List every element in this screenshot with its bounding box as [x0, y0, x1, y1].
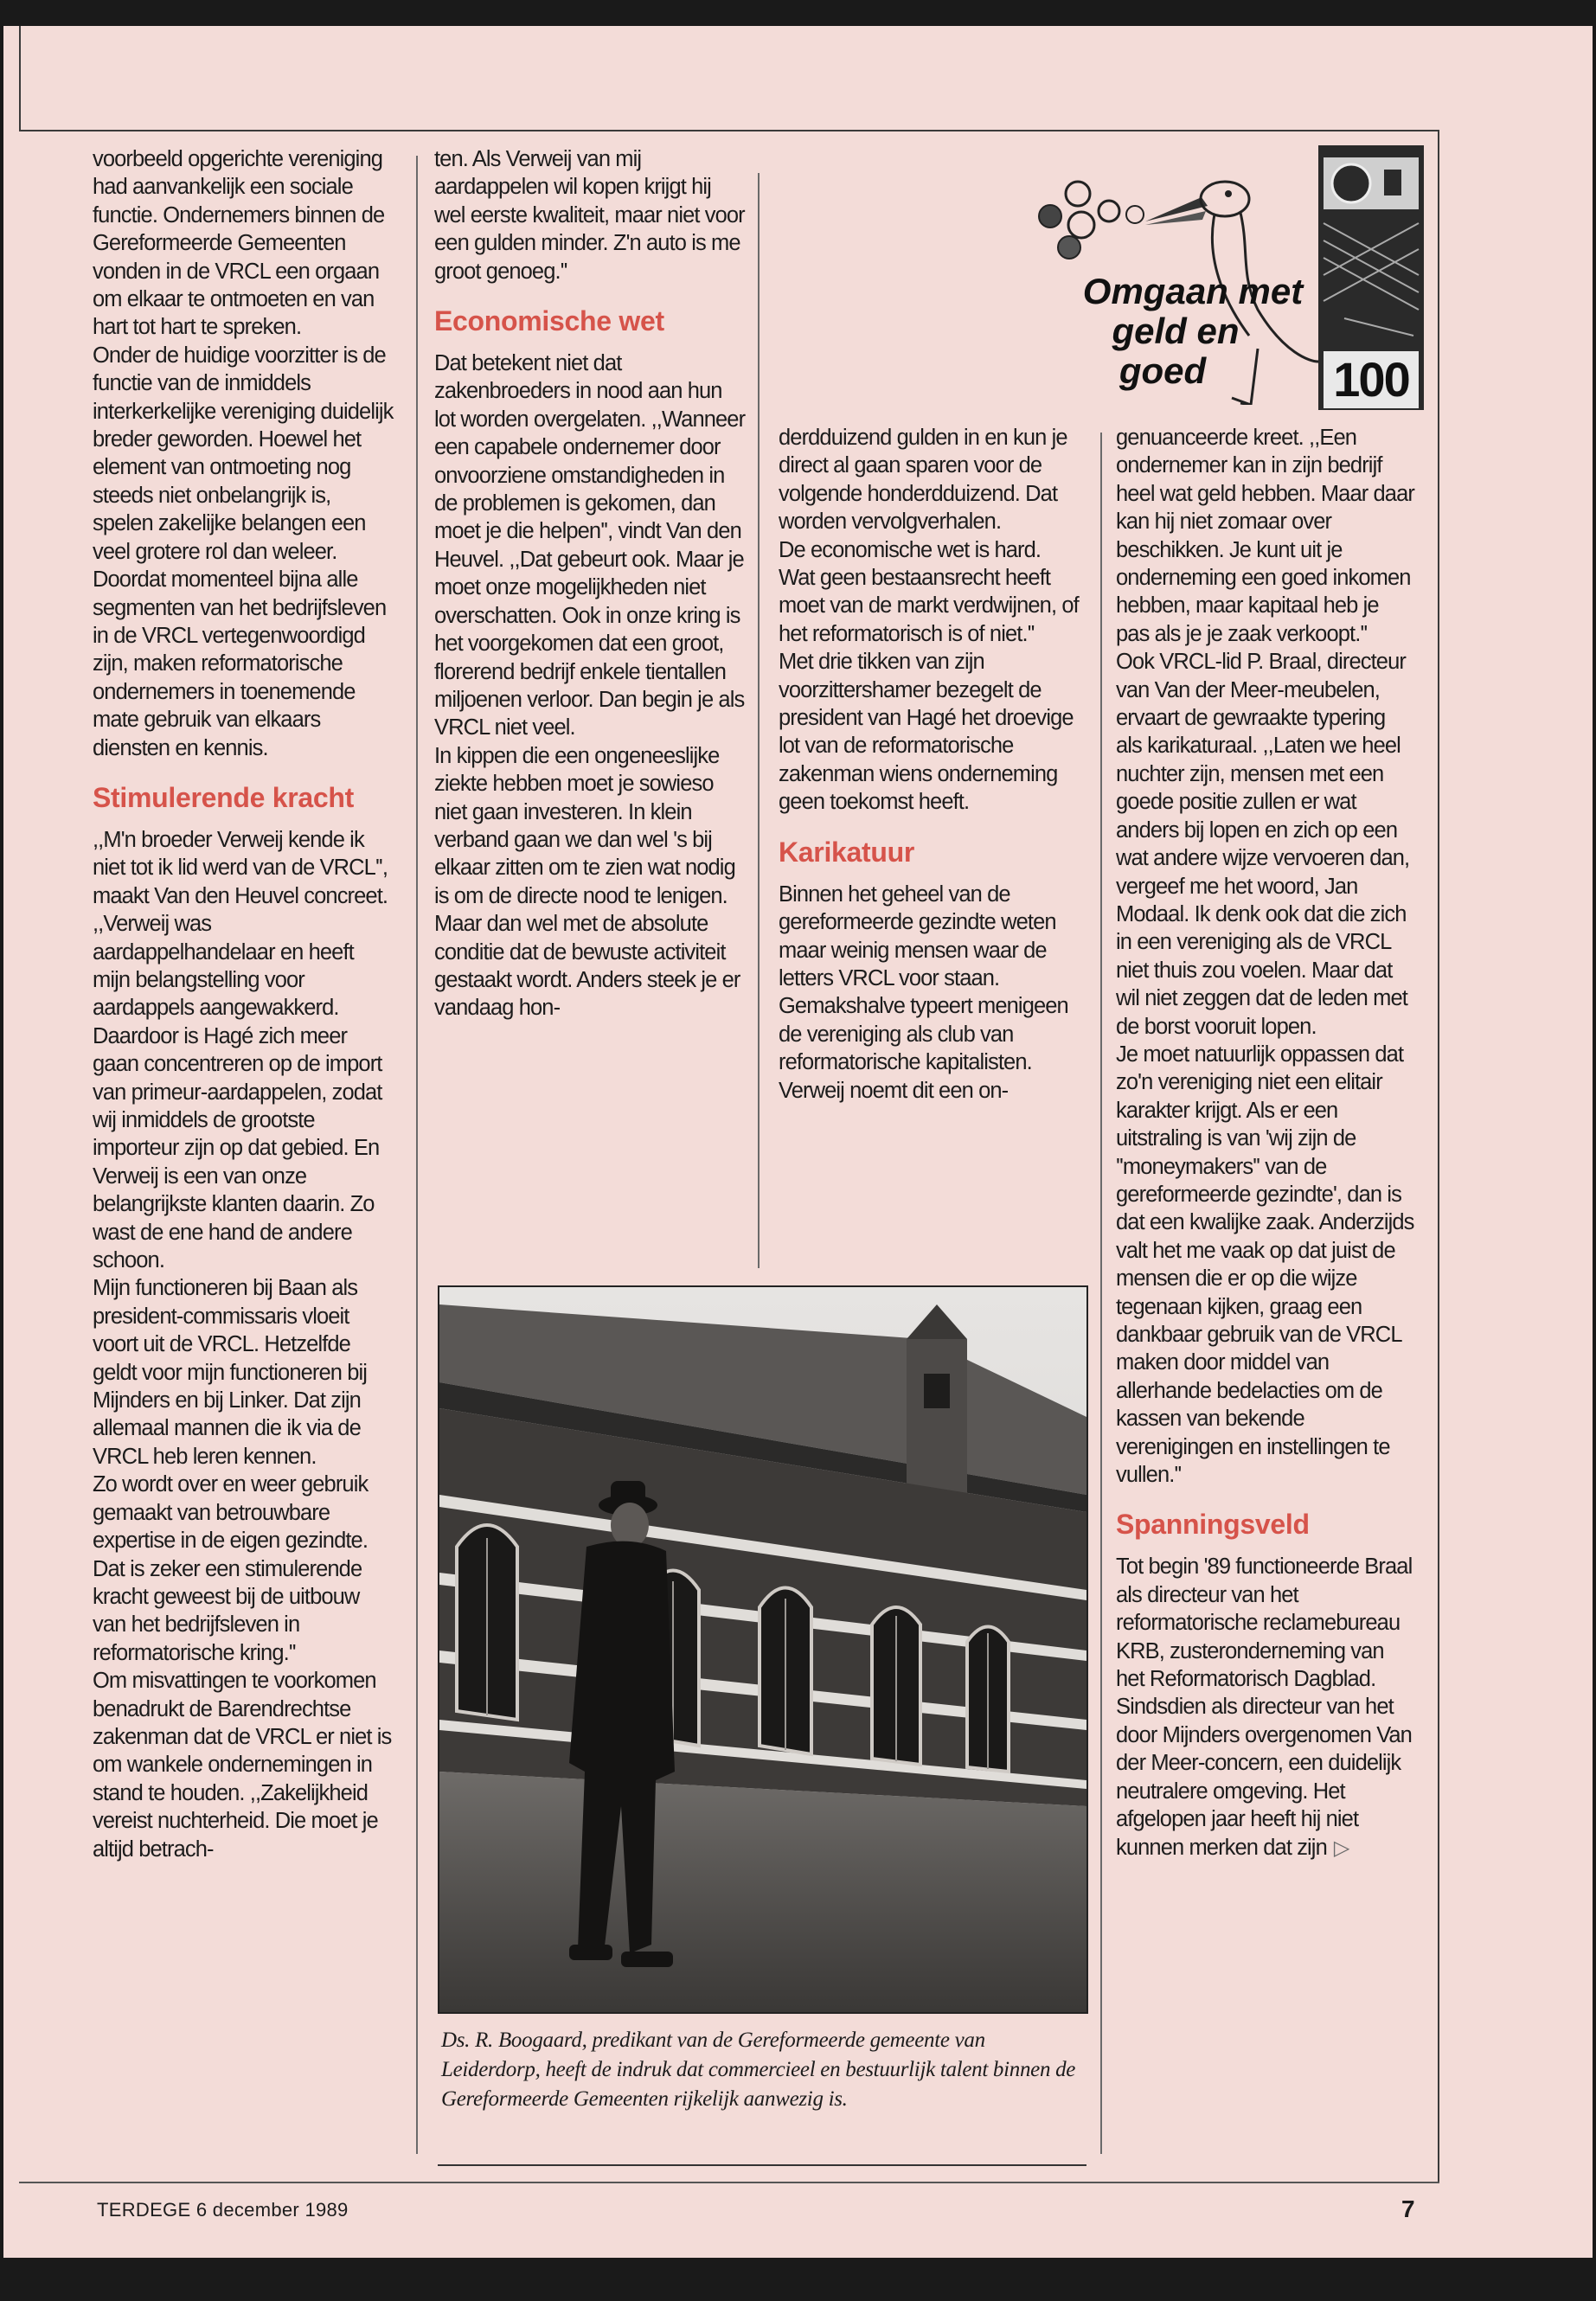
paragraph: Om misvattingen te voorkomen benadrukt de Barendrechtse zakenman dat de VRCL er niet is om wankele ondernemingen in stand te houden. ,,Zakelijkheid vereist nuchterheid. Die moet je altijd betrach- — [93, 1669, 392, 1862]
column-divider — [758, 173, 760, 1268]
continued-arrow-icon: ▷ — [1333, 1836, 1349, 1860]
column-divider — [1100, 433, 1102, 2154]
frame-rule-left — [19, 26, 21, 131]
series-number: 100 — [1324, 351, 1419, 408]
column-divider — [416, 156, 418, 2154]
article-column-2 — [434, 145, 746, 1022]
paragraph: Dat betekent niet dat zakenbroeders in nood aan hun lot worden overgelaten. ,,Wanneer een capabele ondernemer door onvoorziene omstandigheden in de problemen is gekomen, dan moet je die helpen'', vindt Van den Heuvel. ,,Dat gebeurt ook. Maar je moet onze mogelijkheden niet overschatten. Ook in onze kring is het voorgekomen dat een groot, florerend bedrijf enkele tientallen miljoenen verloor. Dan begin je als VRCL niet veel. — [434, 351, 746, 740]
paragraph: Mijn functioneren bij Baan als president-commissaris vloeit voort uit de VRCL. Hetzelfde geldt voor mijn functioneren bij Mijnders en bij Linker. Dat zijn allemaal mannen die ik via de VRCL heb leren kennen. — [93, 1276, 368, 1469]
paragraph: Ook VRCL-lid P. Braal, directeur van Van der Meer-meubelen, ervaart de gewraakte typering als karikaturaal. ,,Laten we heel nuchter zijn, mensen met een goede positie zullen er wat anders bij lopen en zich op een wat andere wijze vervoeren dan, vergeef me het woord, Jan Modaal. Ik denk ook dat die zich in een vereniging als de VRCL niet thuis zou voelen. Maar dat wil niet zeggen dat de leden met de borst vooruit lopen. — [1116, 650, 1410, 1039]
paragraph: ,,M'n broeder Verweij kende ik niet tot ik lid werd van de VRCL'', maakt Van den Heuvel concreet. ,,Verweij was aardappelhandelaar en heeft mijn belangstelling voor aardappels aangewakkerd. Daardoor is Hagé zich meer gaan concentreren op de import van primeur-aardappelen, zodat wij inmiddels de grootste importeur zijn op dat gebied. En Verweij is een van onze belangrijkste klanten daarin. Zo wast de ene hand de andere schoon. — [93, 827, 388, 1273]
paragraph: In kippen die een ongeneeslijke ziekte hebben moet je sowieso niet gaan investeren. In klein verband gaan we dan wel 's bij elkaar zitten om te zien wat nodig is om de directe nood te lenigen. Maar dan wel met de absolute conditie dat de bewuste activiteit gestaakt wordt. Anders steek je er vandaag hon- — [434, 743, 740, 1021]
paragraph: Onder de huidige voorzitter is de functie van de inmiddels interkerkelijke vereniging duidelijk breder geworden. Hoewel het element van ontmoeting nog steeds niet onbelangrijk is, spelen zakelijke belangen een veel grotere rol dan weleer. Doordat momenteel bijna alle segmenten van het bedrijfsleven in de VRCL vertegenwoordigd zijn, maken reformatorische ondernemers in toenemende mate gebruik van elkaars diensten en kennis. — [93, 343, 394, 760]
paragraph: voorbeeld opgerichte vereniging had aanvankelijk een sociale functie. Ondernemers binnen de Gereformeerde Gemeenten vonden in de VRCL een orgaan om elkaar te ontmoeten en van hart tot hart te spreken. — [93, 147, 385, 340]
section-heading: Economische wet — [434, 305, 664, 337]
section-heading: Stimulerende kracht — [93, 781, 354, 813]
section-heading: Karikatuur — [779, 836, 915, 868]
photo-caption: Ds. R. Boogaard, predikant van de Gereformeerde gemeente van Leiderdorp, heeft de indruk dat commercieel en bestuurlijk talent binnen de Gereformeerde Gemeenten rijkelijk aanwezig is. — [441, 2029, 1076, 2111]
paragraph: Met drie tikken van zijn voorzittershamer bezegelt de president van Hagé het droevige lot van de reformatorische zakenman wiens onderneming geen toekomst heeft. — [779, 650, 1074, 815]
article-column-3 — [779, 424, 1081, 1105]
logo-title-line-1: Omgaan met — [1082, 271, 1304, 311]
paragraph: Je moet natuurlijk oppassen dat zo'n vereniging niet een elitair karakter krijgt. Als er een uitstraling is van 'wij zijn de ''moneymakers'' van de gereformeerde gezindte', dan is dat een kwalijke zaak. Anderzijds valt het me vaak op dat juist de mensen die er op die wijze tegenaan kijken, graag een dankbaar gebruik van de VRCL maken door middel van allerhande bedelacties om de kassen van bekende verenigingen en instellingen te vullen.'' — [1116, 1042, 1414, 1488]
section-heading: Spanningsveld — [1116, 1509, 1310, 1541]
series-logo — [1024, 145, 1426, 422]
church-photograph — [438, 1285, 1088, 2014]
page-number: 7 — [1401, 2195, 1415, 2222]
paragraph: Tot begin '89 functioneerde Braal als directeur van het reformatorische reclamebureau KRB, zusteronderneming van het Reformatorisch Dagblad. Sindsdien als directeur van het door Mijnders overgenomen Van der Meer-concern, een duidelijk neutralere omgeving. Het afgelopen jaar heeft hij niet kunnen merken dat zijn — [1116, 1554, 1413, 1860]
logo-title-line-3: goed — [1118, 350, 1207, 391]
paragraph: derdduizend gulden in en kun je direct al gaan sparen voor de volgende honderdduizend. Dat worden vervolgverhalen. — [779, 426, 1067, 535]
paragraph: Zo wordt over en weer gebruik gemaakt van betrouwbare expertise in de eigen gezindte. Dat is zeker een stimulerende kracht geweest bij de uitbouw van het bedrijfsleven in reformatorische kring.'' — [93, 1472, 369, 1665]
coin-engraving-icon — [1318, 145, 1424, 344]
article-column-4 — [1116, 424, 1414, 1862]
article-column-1 — [93, 145, 395, 1863]
publication-footer: TERDEGE 6 december 1989 — [97, 2199, 349, 2221]
paragraph: genuanceerde kreet. ,,Een ondernemer kan in zijn bedrijf heel wat geld hebben. Maar daar kan hij niet zomaar over beschikken. Je kunt uit je onderneming een goed inkomen hebben, maar kapitaal heb je pas als je je zaak verkoopt.'' — [1116, 426, 1414, 646]
church-photo-illustration — [439, 1287, 1086, 2012]
paragraph: Binnen het geheel van de gereformeerde gezindte weten maar weinig mensen waar de letters VRCL voor staan. Gemakshalve typeert menigeen de vereniging als club van reformatorische kapitalisten. Verweij noemt dit een on- — [779, 881, 1068, 1103]
caption-rule — [438, 2164, 1086, 2166]
footer-rule — [19, 2182, 1439, 2183]
paragraph: ten. Als Verweij van mij aardappelen wil kopen krijgt hij wel eerste kwaliteit, maar niet voor een gulden minder. Z'n auto is me groot genoeg.'' — [434, 147, 745, 284]
magazine-page — [3, 26, 1593, 2258]
logo-title-line-2: geld en — [1112, 311, 1240, 351]
paragraph: De economische wet is hard. Wat geen bestaansrecht heeft moet van de markt verdwijnen, of het reformatorisch is of niet.'' — [779, 537, 1079, 646]
